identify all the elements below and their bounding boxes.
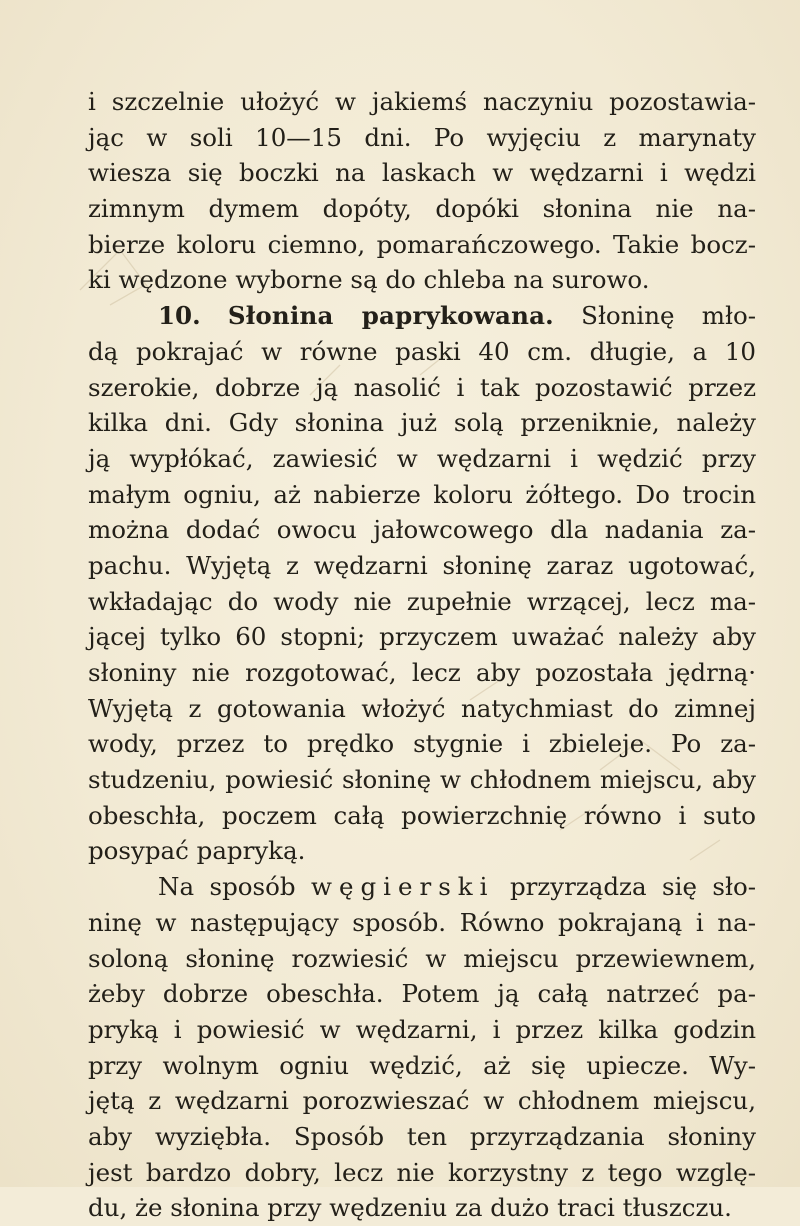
text-line: przy wolnym ogniu wędzić, aż się upiecze. Wy- [88, 1050, 756, 1080]
text-line: du, że słonina przy wędzeniu za dużo traci tłuszczu. [88, 1193, 732, 1223]
text-line: jącej tylko 60 stopni; przyczem uważać należy aby [88, 622, 756, 652]
paragraph-lead-rest: przyrządza się sło- [509, 872, 756, 902]
section-heading-rest: Słoninę mło- [581, 301, 756, 331]
text-line: i szczelnie ułożyć w jakiemś naczyniu pozostawia- [88, 87, 756, 116]
text-line: wody, przez to prędko stygnie i zbieleje. Po za- [88, 729, 756, 759]
text-line: wkładając do wody nie zupełnie wrzącej, lecz ma- [88, 586, 756, 616]
text-line: studzeniu, powiesić słoninę w chłodnem miejscu, aby [88, 765, 756, 795]
paragraph-first-line [88, 869, 756, 905]
text-line: żeby dobrze obeschła. Potem ją całą natrzeć pa- [88, 979, 756, 1009]
page-text [88, 84, 756, 1226]
text-line: pryką i powiesić w wędzarni, i przez kilka godzin [88, 1014, 756, 1044]
text-line: obeschła, poczem całą powierzchnię równo i suto [88, 800, 756, 830]
text-line: zimnym dymem dopóty, dopóki słonina nie na- [88, 194, 756, 224]
text-line: szerokie, dobrze ją nasolić i tak pozostawić przez [88, 372, 756, 402]
section-number: 10. [158, 301, 201, 331]
text-line: kilka dni. Gdy słonina już solą przeniknie, należy [88, 408, 756, 438]
section-heading-line [88, 298, 756, 334]
text-line: pachu. Wyjętą z wędzarni słoninę zaraz ugotować, [88, 550, 756, 580]
text-line: dą pokrajać w równe paski 40 cm. długie, a 10 [88, 336, 756, 366]
text-line: ją wypłókać, zawiesić w wędzarni i wędzić przy [88, 443, 756, 473]
text-line: jest bardzo dobry, lecz nie korzystny z tego wzglę- [88, 1157, 756, 1187]
text-line: ninę w następujący sposób. Równo pokrajaną i na- [88, 907, 756, 937]
text-line: aby wyziębła. Sposób ten przyrządzania słoniny [88, 1121, 756, 1151]
paragraph-lead: Na sposób [158, 872, 296, 902]
text-line: wiesza się boczki na laskach w wędzarni i wędzi [88, 158, 756, 188]
text-line: soloną słoninę rozwiesić w miejscu przewiewnem, [88, 943, 756, 973]
text-line: małym ogniu, aż nabierze koloru żółtego. Do trocin [88, 479, 756, 509]
text-line: bierze koloru ciemno, pomarańczowego. Takie bocz- [88, 229, 756, 259]
text-line: słoniny nie rozgotować, lecz aby pozostała jędrną· [88, 658, 756, 687]
text-line: Wyjętą z gotowania włożyć natychmiast do zimnej [88, 693, 756, 723]
text-line: jąc w soli 10—15 dni. Po wyjęciu z marynaty [88, 122, 756, 152]
text-line: posypać papryką. [88, 836, 306, 866]
text-line: można dodać owocu jałowcowego dla nadania za- [88, 515, 756, 545]
text-line: jętą z wędzarni porozwieszać w chłodnem miejscu, [88, 1086, 756, 1116]
section-title: Słonina paprykowana. [227, 301, 554, 331]
text-line: ki wędzone wyborne są do chleba na surowo. [88, 265, 650, 295]
spaced-emphasis: węgierski [311, 872, 495, 902]
